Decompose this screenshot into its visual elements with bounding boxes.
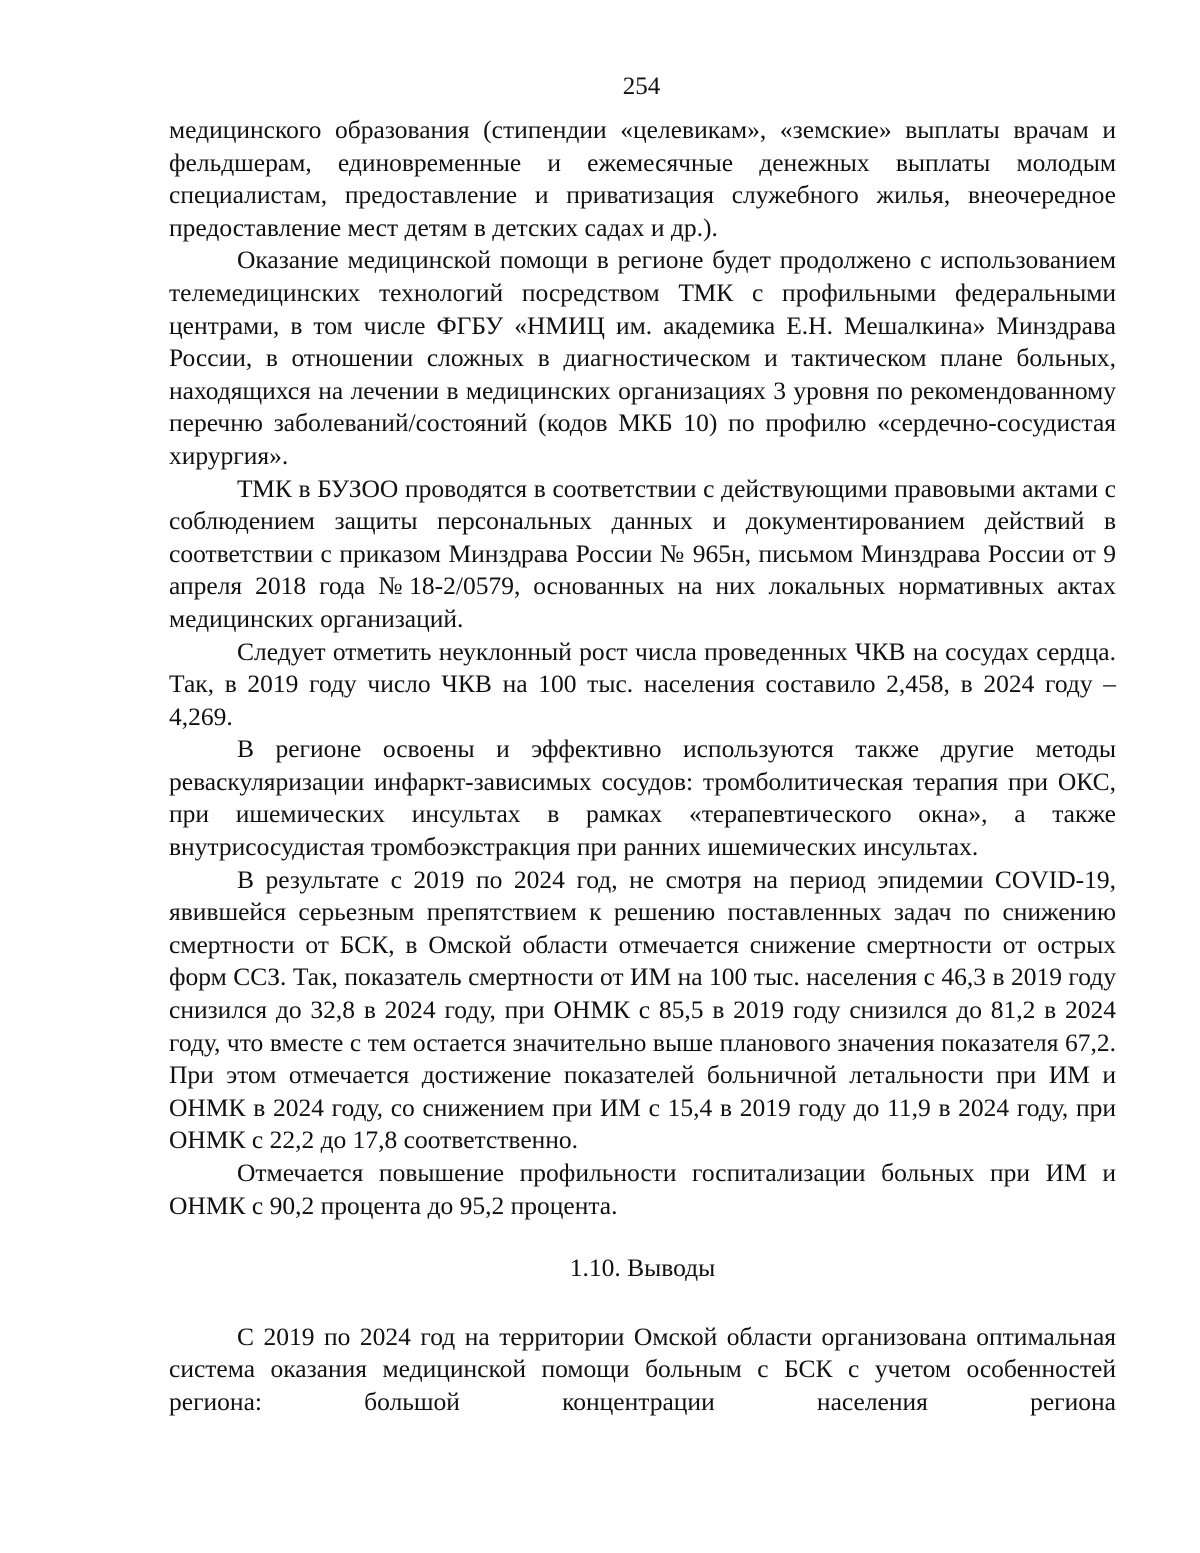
- paragraph-mortality-results: В результате с 2019 по 2024 год, не смотря на период эпидемии COVID-19, явившейся серьезным препятствием к решению поставленных задач по снижению смертности от БСК, в Омской области отмечается снижение смертности от острых форм ССЗ. Так, показатель смертности от ИМ на 100 тыс. населения с 46,3 в 2019 году снизился до 32,8 в 2024 году, при ОНМК с 85,5 в 2019 году снизился до 81,2 в 2024 году, что вместе с тем остается значительно выше планового значения показателя 67,2. При этом отмечается достижение показателей больничной летальности при ИМ и ОНМК в 2024 году, со снижением при ИМ с 15,4 в 2019 году до 11,9 в 2024 году, при ОНМК с 22,2 до 17,8 соответственно.: [169, 864, 1116, 1155]
- document-body: [169, 114, 1116, 1419]
- paragraph-continuation: медицинского образования (стипендии «целевикам», «земские» выплаты врачам и фельдшерам, единовременные и ежемесячные денежных выплаты молодым специалистам, предоставление и приватизация служебного жилья, внеочередное предоставление мест детям в детских садах и др.).: [169, 115, 1116, 242]
- page-number: 254: [622, 73, 661, 100]
- paragraph-pci-growth: Следует отметить неуклонный рост числа проведенных ЧКВ на сосудах сердца. Так, в 2019 году число ЧКВ на 100 тыс. населения составило 2,458, в 2024 году – 4,269.: [169, 636, 1116, 731]
- paragraph-conclusions: С 2019 по 2024 год на территории Омской области организована оптимальная система оказания медицинской помощи больным с БСК с учетом особенностей региона: большой концентрации населения региона: [169, 1321, 1116, 1416]
- paragraph-tmk-legal: ТМК в БУЗОО проводятся в соответствии с действующими правовыми актами с соблюдением защиты персональных данных и документированием действий в соответствии с приказом Минздрава России № 965н, письмом Минздрава России от 9 апреля 2018 года №18-2/0579, основанных на них локальных нормативных актах медицинских организаций.: [169, 473, 1116, 633]
- paragraph-telemedicine: Оказание медицинской помощи в регионе будет продолжено с использованием телемедицинских технологий посредством ТМК с профильными федеральными центрами, в том числе ФГБУ «НМИЦ им. академика Е.Н. Мешалкина» Минздрава России, в отношении сложных в диагностическом и тактическом плане больных, находящихся на лечении в медицинских организациях 3 уровня по рекомендованному перечню заболеваний/состояний (кодов МКБ 10) по профилю «сердечно-сосудистая хирургия».: [169, 245, 1116, 470]
- paragraph-hospitalization: Отмечается повышение профильности госпитализации больных при ИМ и ОНМК с 90,2 процента до 95,2 процента.: [169, 1158, 1116, 1220]
- paragraph-revascularization: В регионе освоены и эффективно используются также другие методы реваскуляризации инфаркт-зависимых сосудов: тромболитическая терапия при ОКС, при ишемических инсультах в рамках «терапевтического окна», а также внутрисосудистая тромбоэкстракция при ранних ишемических инсультах.: [169, 734, 1116, 862]
- section-heading: 1.10. Выводы: [569, 1253, 716, 1283]
